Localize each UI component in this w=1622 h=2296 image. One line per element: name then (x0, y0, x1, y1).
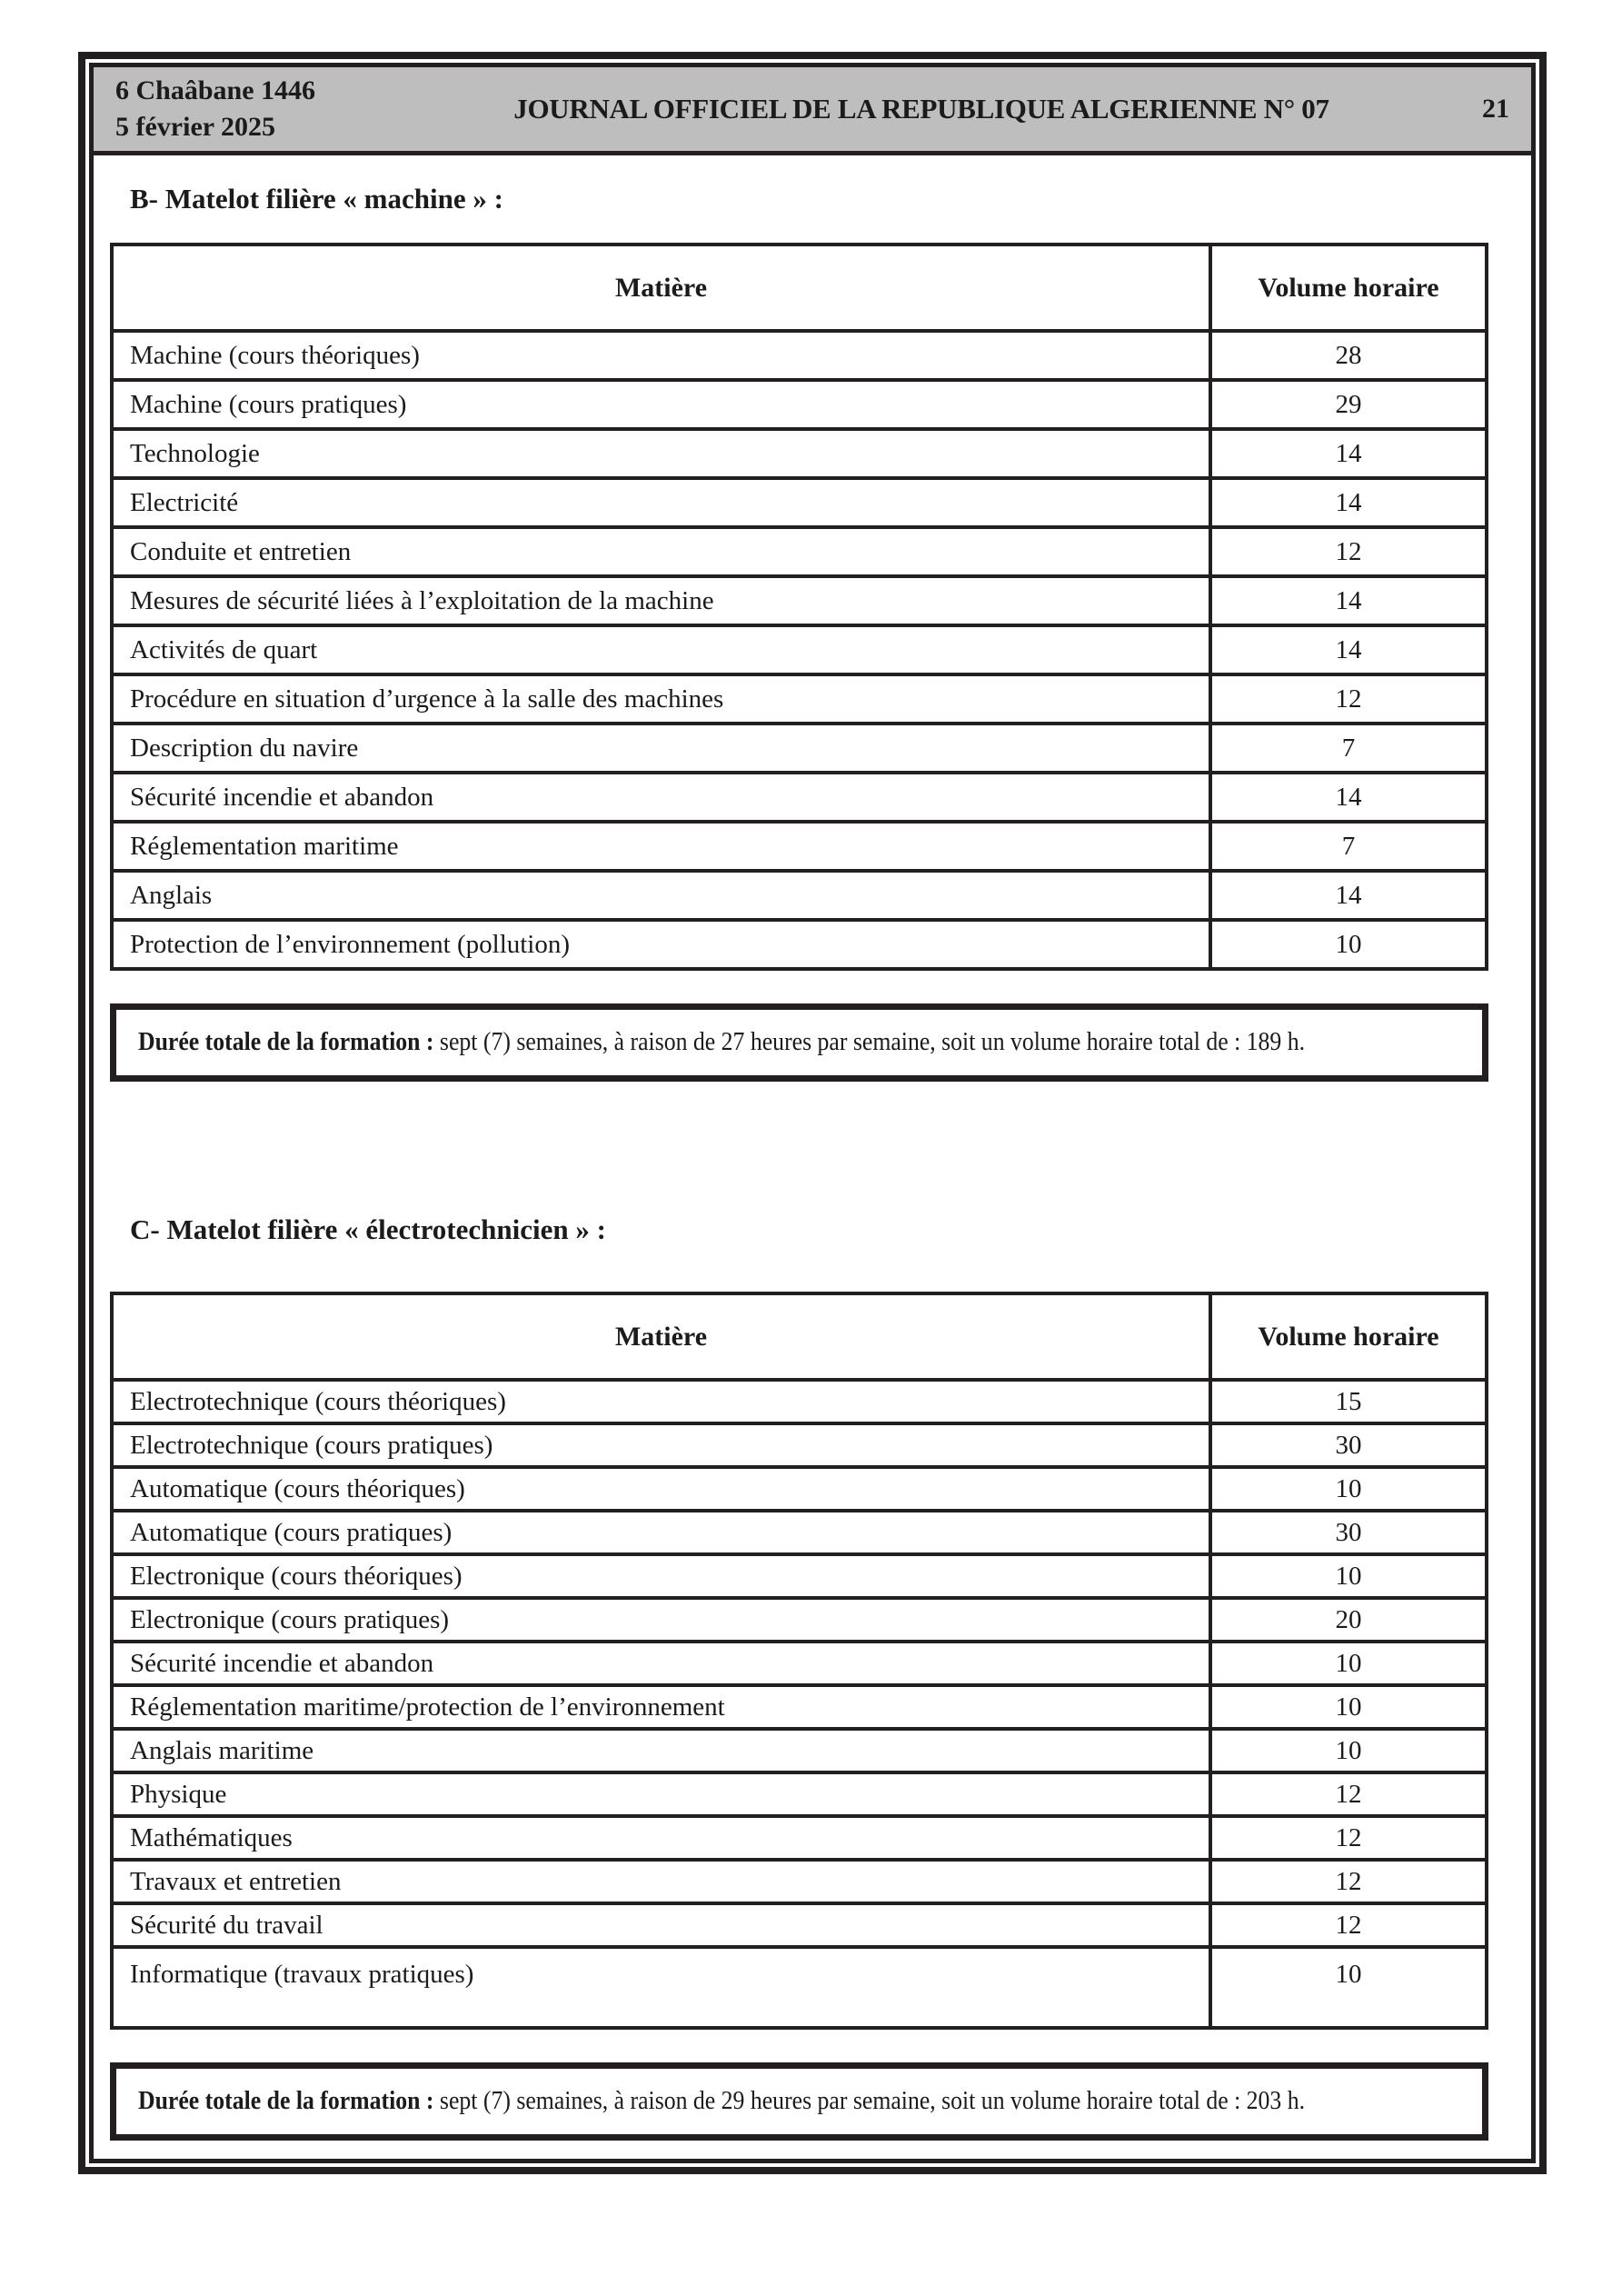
cell-volume: 10 (1210, 1685, 1487, 1729)
cell-matiere: Sécurité du travail (112, 1903, 1210, 1947)
table-row (112, 724, 1487, 773)
cell-matiere: Protection de l’environnement (pollution) (112, 920, 1210, 969)
section-c-note (110, 2062, 1488, 2141)
note-line (138, 2087, 1355, 2116)
table-row (112, 1380, 1487, 1423)
table-row (112, 429, 1487, 478)
cell-volume: 10 (1210, 1947, 1487, 2028)
section-c-title: C- Matelot filière « électrotechnicien » : (130, 1213, 606, 1245)
cell-volume: 12 (1210, 1860, 1487, 1903)
cell-volume: 14 (1210, 478, 1487, 527)
table-row (112, 1423, 1487, 1467)
cell-matiere: Procédure en situation d’urgence à la salle des machines (112, 674, 1210, 724)
cell-volume: 12 (1210, 527, 1487, 576)
table-row (112, 773, 1487, 822)
cell-volume: 10 (1210, 920, 1487, 969)
cell-volume: 12 (1210, 1903, 1487, 1947)
column-header-volume: Volume horaire (1210, 1293, 1487, 1380)
cell-matiere: Electronique (cours pratiques) (112, 1598, 1210, 1642)
note-label: Durée totale de la formation : (138, 2087, 434, 2115)
note-label: Durée totale de la formation : (138, 1028, 434, 1056)
journal-page (78, 52, 1547, 2174)
page-header (94, 67, 1531, 155)
table-row (112, 331, 1487, 380)
section-b-title: B- Matelot filière « machine » : (130, 183, 503, 215)
cell-volume: 12 (1210, 1816, 1487, 1860)
table-row (112, 674, 1487, 724)
table-row (112, 1511, 1487, 1554)
cell-matiere: Informatique (travaux pratiques) (112, 1947, 1210, 2028)
cell-volume: 14 (1210, 625, 1487, 674)
cell-volume: 10 (1210, 1554, 1487, 1598)
column-header-matiere: Matière (112, 245, 1210, 331)
table-row (112, 1598, 1487, 1642)
cell-volume: 20 (1210, 1598, 1487, 1642)
cell-matiere: Sécurité incendie et abandon (112, 1642, 1210, 1685)
cell-matiere: Electrotechnique (cours pratiques) (112, 1423, 1210, 1467)
cell-volume: 10 (1210, 1467, 1487, 1511)
cell-volume: 7 (1210, 822, 1487, 871)
cell-volume: 14 (1210, 871, 1487, 920)
cell-matiere: Sécurité incendie et abandon (112, 773, 1210, 822)
cell-matiere: Mesures de sécurité liées à l’exploitation de la machine (112, 576, 1210, 625)
cell-matiere: Electronique (cours théoriques) (112, 1554, 1210, 1598)
cell-matiere: Automatique (cours pratiques) (112, 1511, 1210, 1554)
cell-matiere: Réglementation maritime/protection de l’environnement (112, 1685, 1210, 1729)
table-row (112, 625, 1487, 674)
column-header-matiere: Matière (112, 1293, 1210, 1380)
cell-matiere: Physique (112, 1772, 1210, 1816)
section-b-note (110, 1003, 1488, 1082)
cell-matiere: Conduite et entretien (112, 527, 1210, 576)
section-b-table (110, 243, 1488, 971)
journal-title: JOURNAL OFFICIEL DE LA REPUBLIQUE ALGERIENNE N° 07 (513, 93, 1329, 125)
cell-volume: 10 (1210, 1642, 1487, 1685)
cell-volume: 10 (1210, 1729, 1487, 1772)
cell-matiere: Anglais maritime (112, 1729, 1210, 1772)
date-hijri: 6 Chaâbane 1446 (115, 75, 316, 105)
cell-matiere: Electricité (112, 478, 1210, 527)
cell-matiere: Mathématiques (112, 1816, 1210, 1860)
table-row (112, 1729, 1487, 1772)
column-header-volume: Volume horaire (1210, 245, 1487, 331)
cell-volume: 14 (1210, 773, 1487, 822)
note-text: sept (7) semaines, à raison de 27 heures par semaine, soit un volume horaire total de : 189 h. (433, 1028, 1306, 1056)
table-row (112, 1816, 1487, 1860)
cell-volume: 30 (1210, 1423, 1487, 1467)
table-row (112, 871, 1487, 920)
cell-matiere: Activités de quart (112, 625, 1210, 674)
cell-volume: 29 (1210, 380, 1487, 429)
cell-volume: 12 (1210, 674, 1487, 724)
cell-volume: 15 (1210, 1380, 1487, 1423)
table-row (112, 1642, 1487, 1685)
cell-volume: 14 (1210, 576, 1487, 625)
table-row (112, 1947, 1487, 2028)
page-frame (89, 63, 1536, 2163)
cell-matiere: Electrotechnique (cours théoriques) (112, 1380, 1210, 1423)
table-row (112, 1903, 1487, 1947)
table-row (112, 1467, 1487, 1511)
cell-volume: 7 (1210, 724, 1487, 773)
table-row (112, 822, 1487, 871)
table-header-row (112, 1293, 1487, 1380)
cell-matiere: Travaux et entretien (112, 1860, 1210, 1903)
cell-matiere: Réglementation maritime (112, 822, 1210, 871)
table-row (112, 527, 1487, 576)
note-line (138, 1028, 1355, 1057)
table-row (112, 1772, 1487, 1816)
table-row (112, 576, 1487, 625)
cell-volume: 28 (1210, 331, 1487, 380)
note-text: sept (7) semaines, à raison de 29 heures par semaine, soit un volume horaire total de : 203 h. (433, 2087, 1306, 2115)
cell-volume: 12 (1210, 1772, 1487, 1816)
table-row (112, 1685, 1487, 1729)
table-row (112, 478, 1487, 527)
cell-matiere: Description du navire (112, 724, 1210, 773)
cell-matiere: Anglais (112, 871, 1210, 920)
section-c-table (110, 1292, 1488, 2030)
cell-volume: 14 (1210, 429, 1487, 478)
table-header-row (112, 245, 1487, 331)
cell-matiere: Technologie (112, 429, 1210, 478)
cell-matiere: Machine (cours théoriques) (112, 331, 1210, 380)
cell-matiere: Machine (cours pratiques) (112, 380, 1210, 429)
table-row (112, 1554, 1487, 1598)
cell-volume: 30 (1210, 1511, 1487, 1554)
date-gregorian: 5 février 2025 (115, 112, 276, 142)
table-row (112, 920, 1487, 969)
page-content (94, 183, 1531, 2141)
table-row (112, 1860, 1487, 1903)
page-number: 21 (1482, 94, 1509, 124)
header-dates (115, 73, 397, 146)
table-row (112, 380, 1487, 429)
cell-matiere: Automatique (cours théoriques) (112, 1467, 1210, 1511)
